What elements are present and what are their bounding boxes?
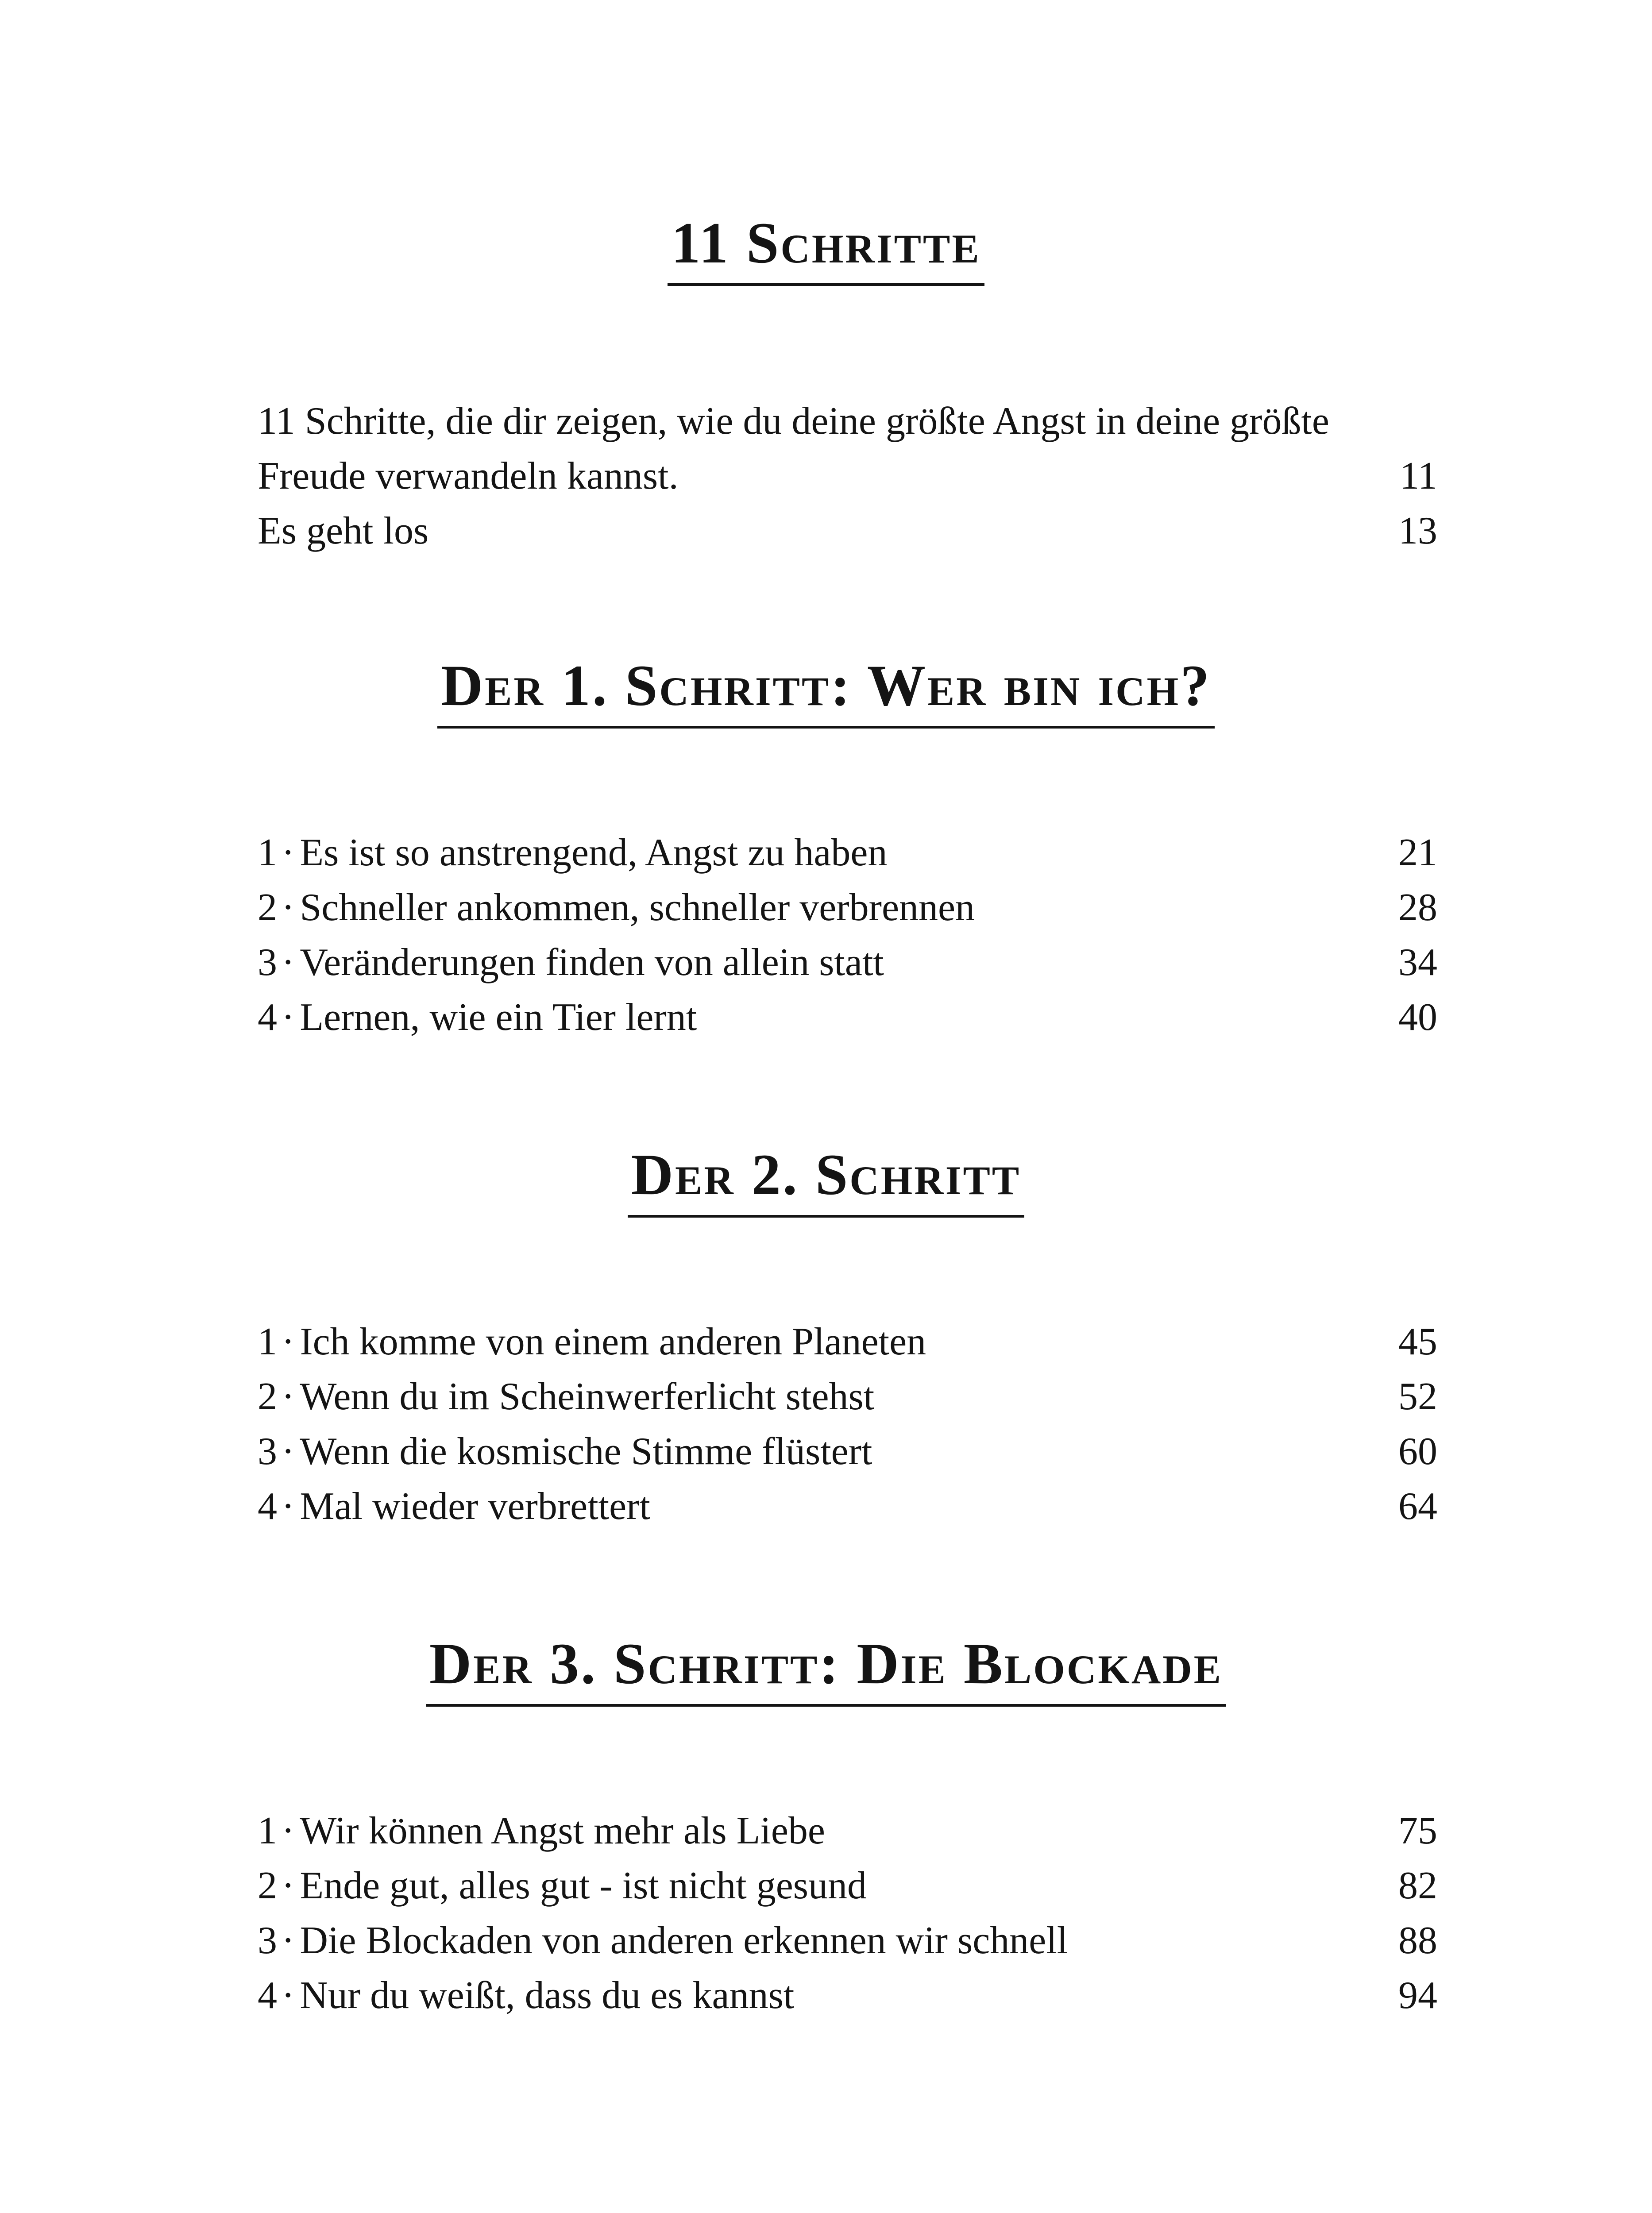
toc-entry — [258, 1479, 1437, 1534]
toc-entry — [258, 449, 1437, 504]
entry-separator: · — [282, 1320, 295, 1363]
entry-number: 3 — [258, 1430, 277, 1473]
toc-entry — [258, 504, 1437, 559]
toc-section-step-3 — [0, 1629, 1652, 1707]
entry-page-number: 75 — [1398, 1809, 1437, 1852]
entry-number: 4 — [258, 996, 277, 1039]
entry-separator: · — [282, 1974, 295, 2017]
entry-page-number: 11 — [1400, 455, 1437, 497]
entry-title: Ende gut, alles gut - ist nicht gesund — [300, 1864, 867, 1907]
toc-entry — [258, 1804, 1437, 1858]
toc-entry — [258, 990, 1437, 1045]
toc-section-step-1 — [0, 651, 1652, 729]
entry-number: 4 — [258, 1485, 277, 1528]
toc-entry — [258, 825, 1437, 880]
entry-page-number: 88 — [1398, 1919, 1437, 1962]
entry-number: 2 — [258, 1864, 277, 1907]
entry-title: Die Blockaden von anderen erkennen wir schnell — [300, 1919, 1068, 1962]
toc-entries-step-3 — [258, 1804, 1437, 2023]
entry-number: 2 — [258, 1375, 277, 1418]
entry-number: 4 — [258, 1974, 277, 2017]
entry-page-number: 60 — [1398, 1430, 1437, 1473]
entry-page-number: 21 — [1398, 831, 1437, 874]
entry-number: 3 — [258, 941, 277, 984]
entry-title: Ich komme von einem anderen Planeten — [300, 1320, 926, 1363]
entry-separator: · — [282, 1809, 295, 1852]
toc-entries-intro — [258, 394, 1437, 559]
entry-title: Nur du weißt, dass du es kannst — [300, 1974, 795, 2017]
section-heading: Der 3. Schritt: Die Blockade — [426, 1629, 1226, 1707]
entry-separator: · — [282, 1485, 295, 1528]
section-heading: Der 2. Schritt — [628, 1140, 1025, 1218]
section-heading: 11 Schritte — [668, 208, 984, 286]
entry-page-number: 45 — [1398, 1320, 1437, 1363]
entry-title: 11 Schritte, die dir zeigen, wie du deine größte Angst in deine größte — [258, 400, 1329, 443]
entry-separator: · — [282, 1919, 295, 1962]
entry-title: Wenn die kosmische Stimme flüstert — [300, 1430, 872, 1473]
entry-separator: · — [282, 1430, 295, 1473]
toc-entry — [258, 1315, 1437, 1369]
toc-section-step-2 — [0, 1140, 1652, 1218]
toc-entry — [258, 1858, 1437, 1913]
entry-separator: · — [282, 831, 295, 874]
entry-separator: · — [282, 886, 295, 929]
entry-title: Freude verwandeln kannst. — [258, 455, 679, 497]
entry-separator: · — [282, 941, 295, 984]
entry-title: Veränderungen finden von allein statt — [300, 941, 884, 984]
entry-page-number: 13 — [1398, 509, 1437, 552]
section-heading: Der 1. Schritt: Wer bin ich? — [437, 651, 1215, 729]
toc-entry — [258, 880, 1437, 935]
entry-page-number: 28 — [1398, 886, 1437, 929]
toc-entry — [258, 1913, 1437, 1968]
entry-separator: · — [282, 1864, 295, 1907]
entry-number: 1 — [258, 1809, 277, 1852]
toc-entry — [258, 394, 1437, 449]
entry-page-number: 34 — [1398, 941, 1437, 984]
entry-page-number: 82 — [1398, 1864, 1437, 1907]
entry-number: 1 — [258, 1320, 277, 1363]
toc-entry — [258, 1369, 1437, 1424]
entry-number: 2 — [258, 886, 277, 929]
entry-title: Lernen, wie ein Tier lernt — [300, 996, 697, 1039]
entry-number: 3 — [258, 1919, 277, 1962]
entry-page-number: 52 — [1398, 1375, 1437, 1418]
toc-entries-step-1 — [258, 825, 1437, 1045]
entry-title: Mal wieder verbrettert — [300, 1485, 650, 1528]
entry-title: Es geht los — [258, 509, 429, 552]
entry-page-number: 40 — [1398, 996, 1437, 1039]
toc-entry — [258, 935, 1437, 990]
toc-entry — [258, 1424, 1437, 1479]
entry-title: Es ist so anstrengend, Angst zu haben — [300, 831, 888, 874]
entry-page-number: 64 — [1398, 1485, 1437, 1528]
entry-title: Schneller ankommen, schneller verbrennen — [300, 886, 975, 929]
entry-title: Wenn du im Scheinwerferlicht stehst — [300, 1375, 875, 1418]
toc-entries-step-2 — [258, 1315, 1437, 1534]
entry-separator: · — [282, 996, 295, 1039]
entry-page-number: 94 — [1398, 1974, 1437, 2017]
toc-section-intro — [0, 208, 1652, 286]
entry-separator: · — [282, 1375, 295, 1418]
toc-entry — [258, 1968, 1437, 2023]
entry-title: Wir können Angst mehr als Liebe — [300, 1809, 825, 1852]
entry-number: 1 — [258, 831, 277, 874]
